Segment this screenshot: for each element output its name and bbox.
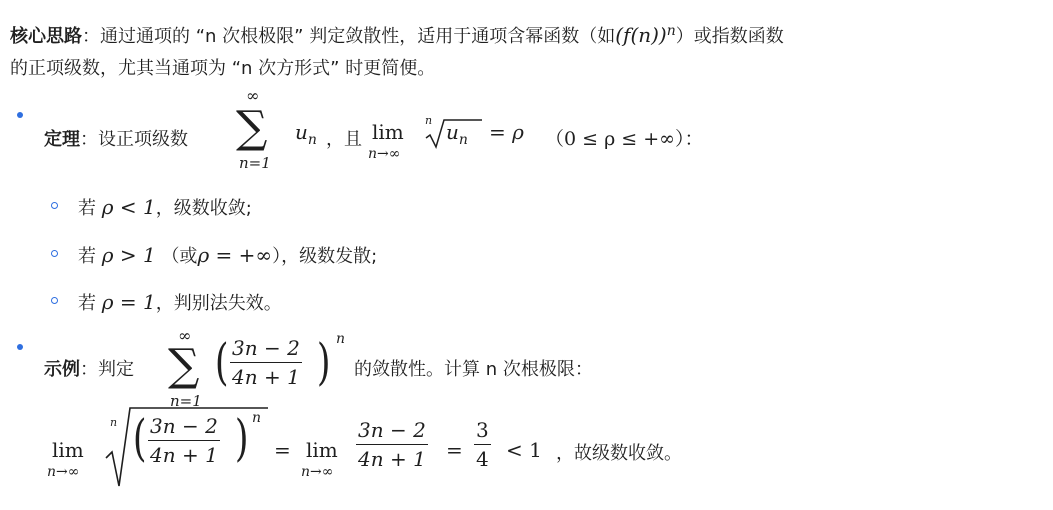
calc-lim-2: lim: [306, 438, 338, 462]
sub-bullet: [51, 202, 58, 209]
bullet-dot: [17, 112, 23, 118]
sum-top: ∞: [246, 86, 260, 105]
calc-less-than: < 1: [506, 438, 542, 462]
intro-math: (f(n)): [615, 23, 667, 47]
sum-bottom: n=1: [239, 154, 271, 172]
example-power: n: [336, 331, 346, 347]
intro-heading: 核心思路: [10, 26, 82, 47]
sub-bullet: [51, 250, 58, 257]
calc-lim-sub-2: n→∞: [301, 464, 334, 480]
theorem-prefix: ：设正项级数: [80, 129, 188, 150]
calc-root-index: n: [110, 416, 118, 429]
example-fraction: $\frac{3n - 2}{4n + 1}$: [232, 336, 300, 389]
theorem-label: 定理: [44, 129, 80, 150]
calc-eq-1: =: [274, 438, 291, 462]
calc-lim-sub: n→∞: [47, 464, 80, 480]
radicand: $u_n$: [446, 120, 468, 148]
calc-power: n: [252, 410, 262, 426]
example-label: 示例: [44, 359, 80, 380]
calc-right-paren: ): [234, 409, 249, 467]
sub-bullet: [51, 297, 58, 304]
intro-line-2: 的正项级数，尤其当通项为 “n 次方形式” 时更简便。: [10, 58, 436, 79]
calc-lim: lim: [52, 438, 84, 462]
intro-math-sup: n: [666, 23, 676, 39]
left-paren: (: [214, 333, 229, 391]
calc-fraction-2: $\frac{3n - 2}{4n + 1}$: [358, 418, 426, 471]
intro-tail: ）或指数函数: [675, 26, 784, 47]
case-1: 若 ρ < 1，级数收敛;: [78, 195, 252, 219]
lim: lim: [372, 120, 404, 144]
calc-eq-2: =: [446, 438, 463, 462]
sum-bottom: n=1: [170, 392, 202, 410]
sum-top: ∞: [178, 326, 192, 345]
intro-line-1: [10, 18, 784, 50]
calc-conclusion: ，故级数收敛。: [556, 443, 682, 464]
sum-symbol: ∑: [168, 340, 200, 391]
case-3: 若 ρ = 1，判别法失效。: [78, 290, 282, 314]
lim-sub: n→∞: [368, 146, 401, 162]
term-u: $u_n$: [295, 120, 317, 148]
theorem-mid: ，且: [326, 129, 362, 150]
calc-fraction-1: $\frac{3n - 2}{4n + 1}$: [150, 414, 218, 467]
case-2: 若 ρ > 1 （或ρ = +∞），级数发散;: [78, 243, 378, 267]
intro-text: ：通过通项的 “n 次根极限” 判定敛散性，适用于通项含幂函数（如: [82, 26, 616, 47]
right-paren: ): [316, 333, 331, 391]
root-index: n: [425, 114, 433, 127]
bullet-dot: [17, 344, 23, 350]
rho-range: （0 ≤ ρ ≤ +∞）：: [545, 128, 704, 150]
sum-symbol: ∑: [236, 102, 268, 153]
eq-rho: = ρ: [489, 120, 524, 144]
calc-fraction-3: $\frac{3}{4}$: [476, 418, 489, 471]
example-suffix: 的敛散性。计算 n 次根极限：: [354, 359, 593, 380]
calc-left-paren: (: [132, 409, 147, 467]
example-prefix: ：判定: [80, 359, 134, 380]
